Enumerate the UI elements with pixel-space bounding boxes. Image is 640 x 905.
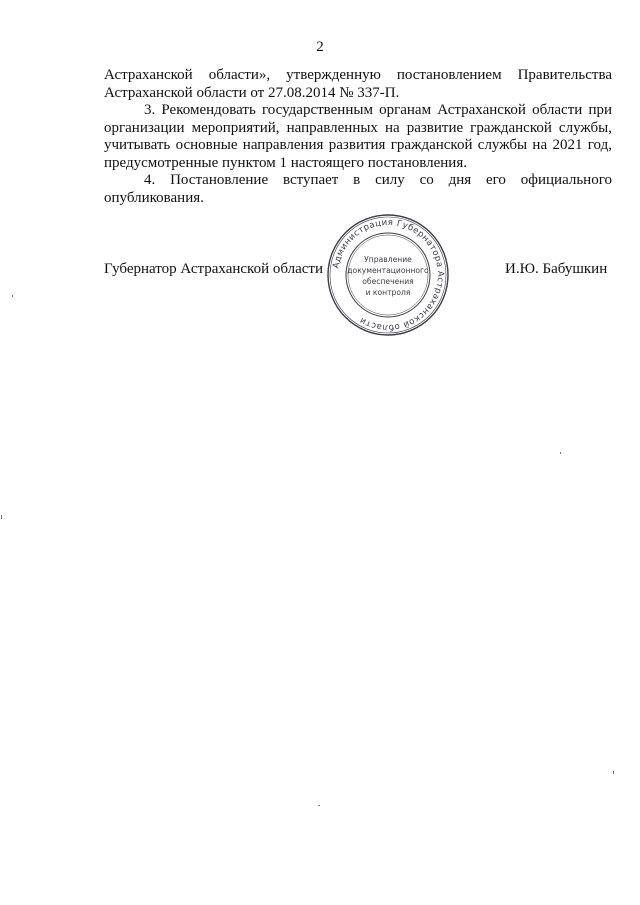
body-line: организации мероприятий, направленных на развитие гражданской службы, <box>104 119 612 136</box>
official-stamp <box>326 213 450 337</box>
body-line: предусмотренные пунктом 1 настоящего постановления. <box>104 154 467 171</box>
svg-text:и контроля: и контроля <box>365 288 411 297</box>
page-number: 2 <box>316 39 324 55</box>
scan-speck <box>613 771 614 774</box>
body-line: Астраханской области», утвержденную постановлением Правительства <box>104 67 612 83</box>
body-line: 3. Рекомендовать государственным органам Астраханской области при <box>144 102 612 118</box>
stamp-seal <box>326 213 450 337</box>
body-line: опубликования. <box>104 189 204 206</box>
svg-text:Администрация Губернатора Астр: Администрация Губернатора Астраханской области <box>331 217 446 333</box>
scan-speck <box>318 805 320 806</box>
body-text <box>104 67 612 207</box>
body-line: Астраханской области от 27.08.2014 № 337-П. <box>104 84 400 101</box>
scan-speck <box>560 452 561 454</box>
svg-text:Управление: Управление <box>364 255 412 264</box>
scan-speck <box>1 515 2 519</box>
body-line: 4. Постановление вступает в силу со дня его официального <box>144 172 612 188</box>
body-line: учитывать основные направления развития гражданской службы на 2021 год, <box>104 137 612 153</box>
scan-speck <box>12 295 13 297</box>
signatory-name: И.Ю. Бабушкин <box>505 261 608 277</box>
svg-text:обеспечения: обеспечения <box>362 277 414 286</box>
svg-text:документационного: документационного <box>347 266 429 275</box>
signatory-position: Губернатор Астраханской области <box>104 261 324 277</box>
